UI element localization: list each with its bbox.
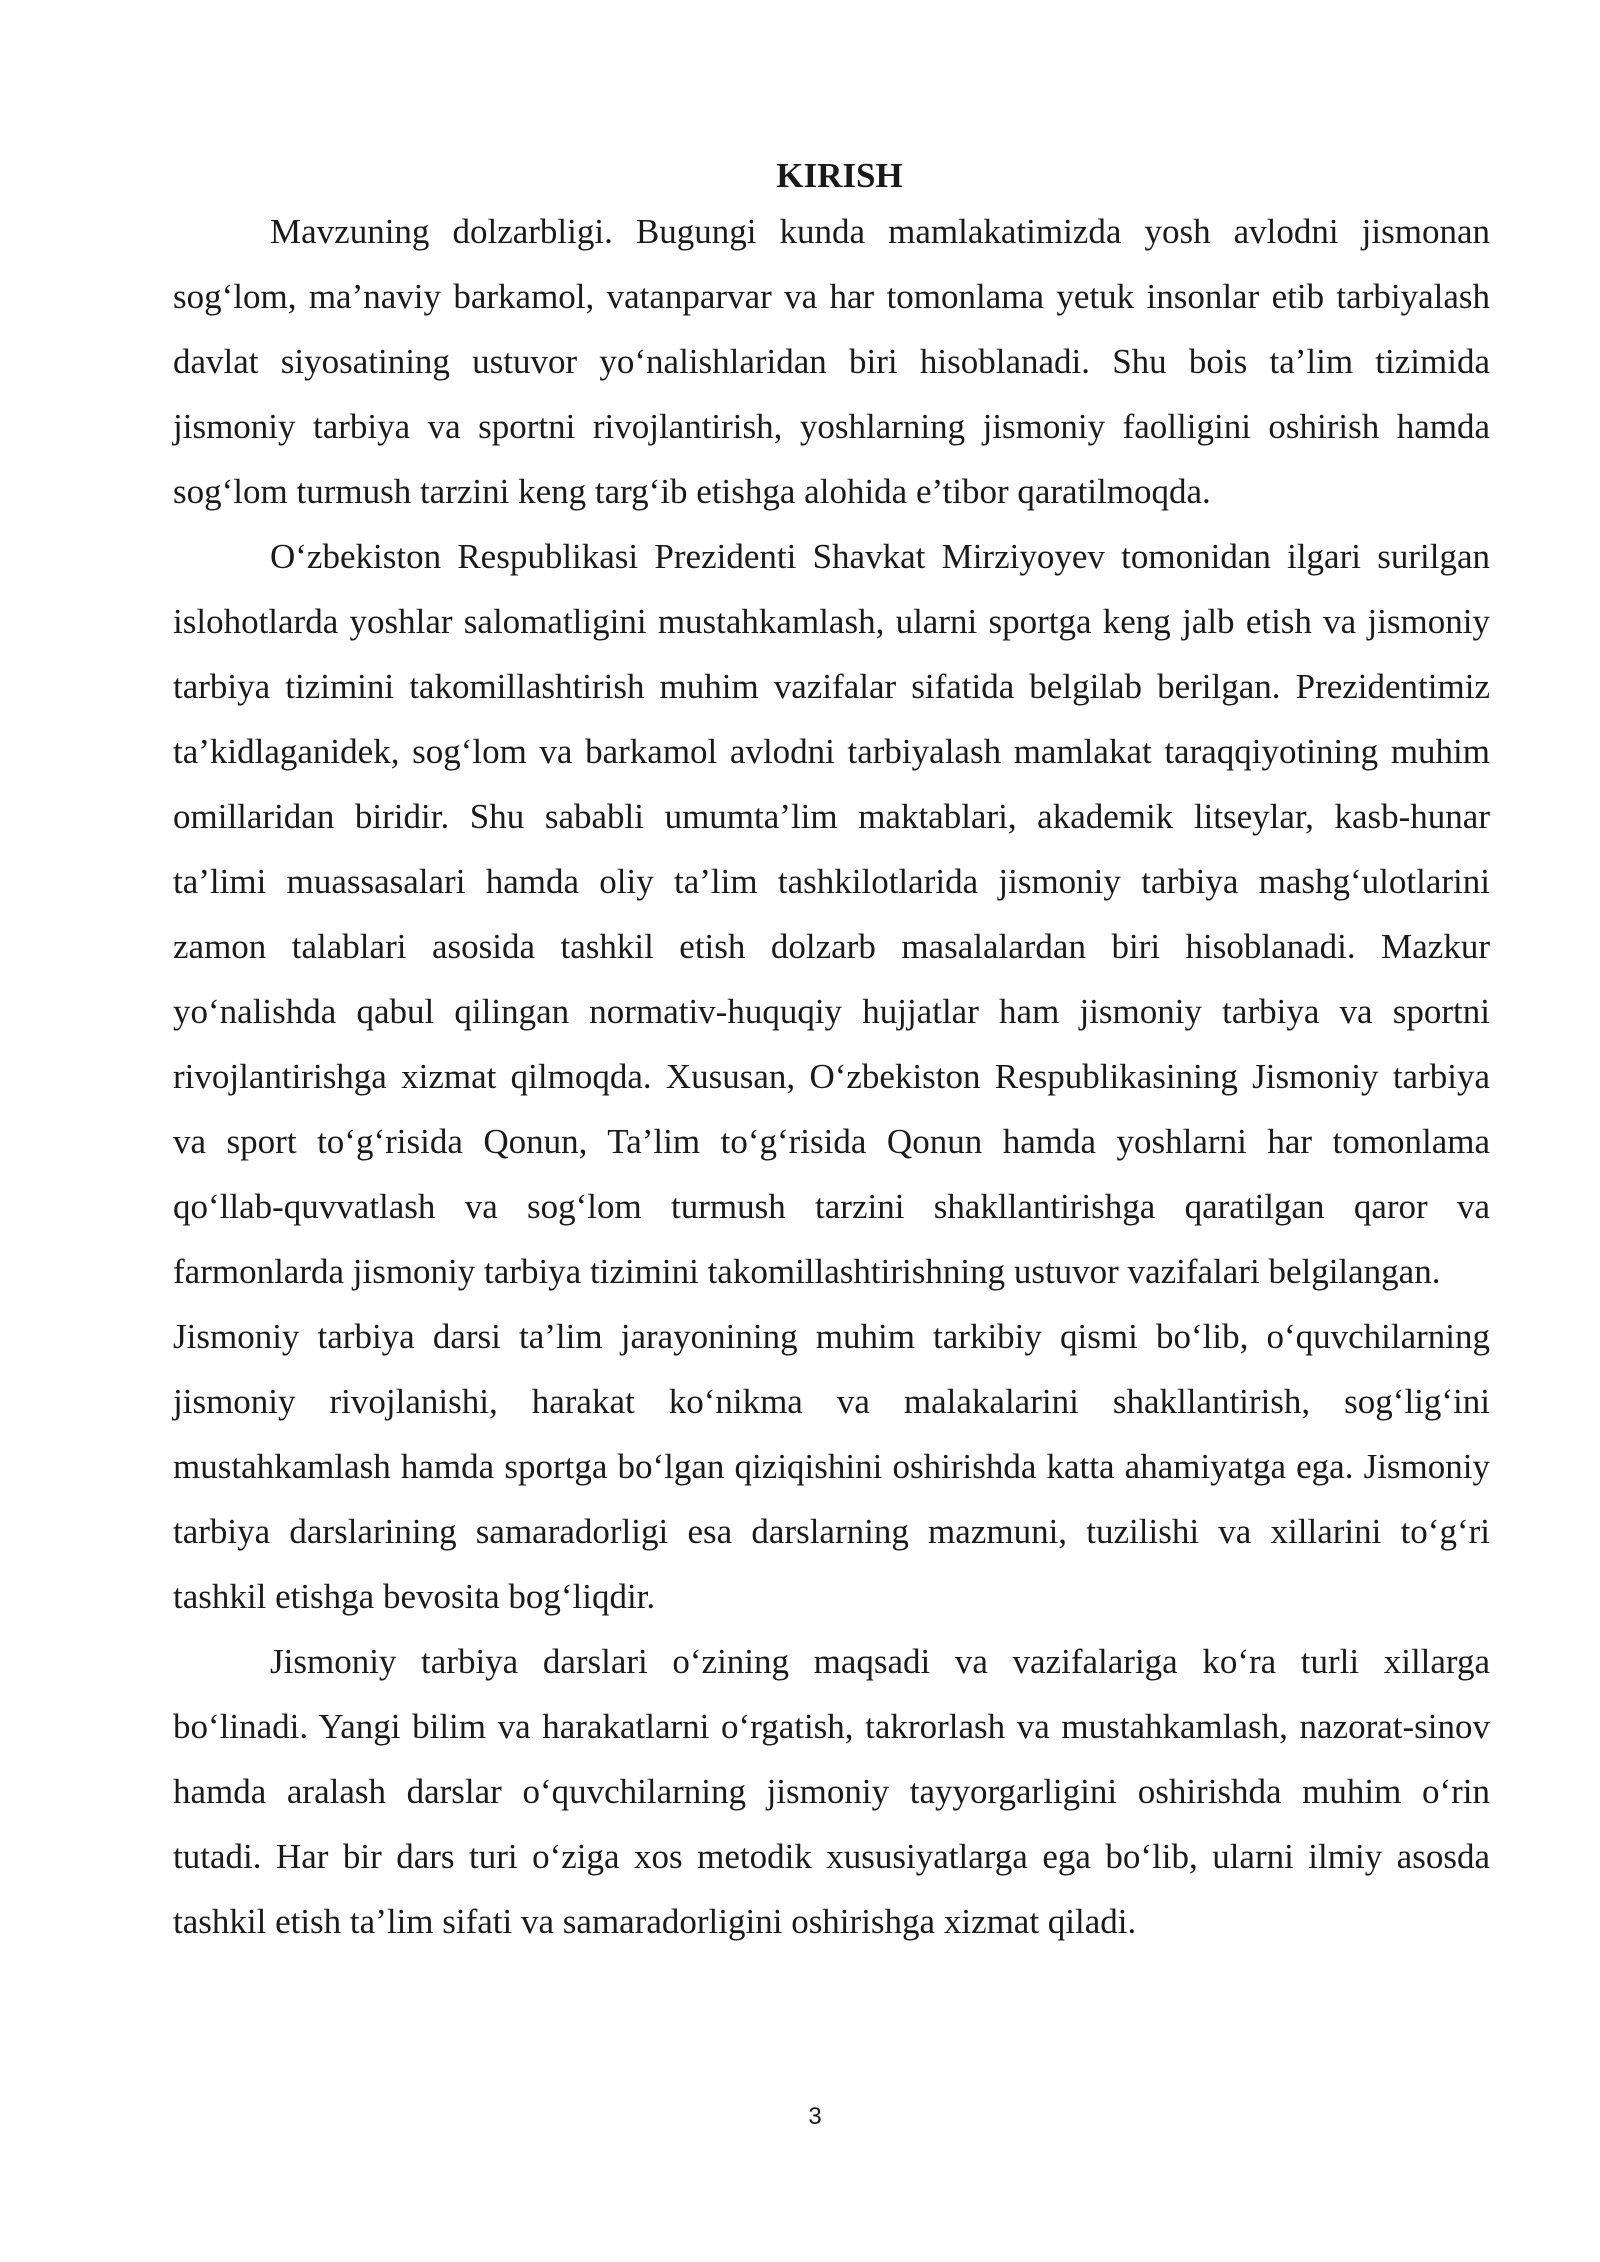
page-number: 3	[808, 2103, 822, 2130]
paragraph-president-reforms: O‘zbekiston Respublikasi Prezidenti Shavkat Mirziyoyev tomonidan ilgari surilgan islohotlarda yoshlar salomatligini mustahkamlash, ularni sportga keng jalb etish va jismoniy tarbiya tizimini takomillashtirish muhim vazifalar sifatida belgilab berilgan. Prezidentimiz ta’kidlaganidek, sog‘lom va barkamol avlodni tarbiyalash mamlakat taraqqiyotining muhim omillaridan biridir. Shu sababli umumta’lim maktablari, akademik litseylar, kasb-hunar ta’limi muassasalari hamda oliy ta’lim tashkilotlarida jismoniy tarbiya mashg‘ulotlarini zamon talablari asosida tashkil etish dolzarb masalalardan biri hisoblanadi. Mazkur yo‘nalishda qabul qilingan normativ-huquqiy hujjatlar ham jismoniy tarbiya va sportni rivojlantirishga xizmat qilmoqda. Xususan, O‘zbekiston Respublikasining Jismoniy tarbiya va sport to‘g‘risida Qonun, Ta’lim to‘g‘risida Qonun hamda yoshlarni har tomonlama qo‘llab-quvvatlash va sog‘lom turmush tarzini shakllantirishga qaratilgan qaror va farmonlarda jismoniy tarbiya tizimini takomillashtirishning ustuvor vazifalari belgilangan.	[173, 537, 1490, 1291]
page-content	[173, 153, 1490, 1954]
section-heading: KIRISH	[776, 156, 903, 195]
paragraph-lesson-types: Jismoniy tarbiya darslari o‘zining maqsadi va vazifalariga ko‘ra turli xillarga bo‘linadi. Yangi bilim va harakatlarni o‘rgatish, takrorlash va mustahkamlash, nazorat-sinov hamda aralash darslar o‘quvchilarning jismoniy tayyorgarligini oshirishda muhim o‘rin tutadi. Har bir dars turi o‘ziga xos metodik xususiyatlarga ega bo‘lib, ularni ilmiy asosda tashkil etish ta’lim sifati va samaradorligini oshirishga xizmat qiladi.	[173, 1642, 1490, 1941]
paragraph-relevance: Mavzuning dolzarbligi. Bugungi kunda mamlakatimizda yosh avlodni jismonan sog‘lom, ma’naviy barkamol, vatanparvar va har tomonlama yetuk insonlar etib tarbiyalash davlat siyosatining ustuvor yo‘nalishlaridan biri hisoblanadi. Shu bois ta’lim tizimida jismoniy tarbiya va sportni rivojlantirish, yoshlarning jismoniy faolligini oshirish hamda sog‘lom turmush tarzini keng targ‘ib etishga alohida e’tibor qaratilmoqda.	[173, 212, 1490, 511]
paragraph-lesson-importance: Jismoniy tarbiya darsi ta’lim jarayonining muhim tarkibiy qismi bo‘lib, o‘quvchilarning jismoniy rivojlanishi, harakat ko‘nikma va malakalarini shakllantirish, sog‘lig‘ini mustahkamlash hamda sportga bo‘lgan qiziqishini oshirishda katta ahamiyatga ega. Jismoniy tarbiya darslarining samaradorligi esa darslarning mazmuni, tuzilishi va xillarini to‘g‘ri tashkil etishga bevosita bog‘liqdir.	[173, 1317, 1490, 1616]
